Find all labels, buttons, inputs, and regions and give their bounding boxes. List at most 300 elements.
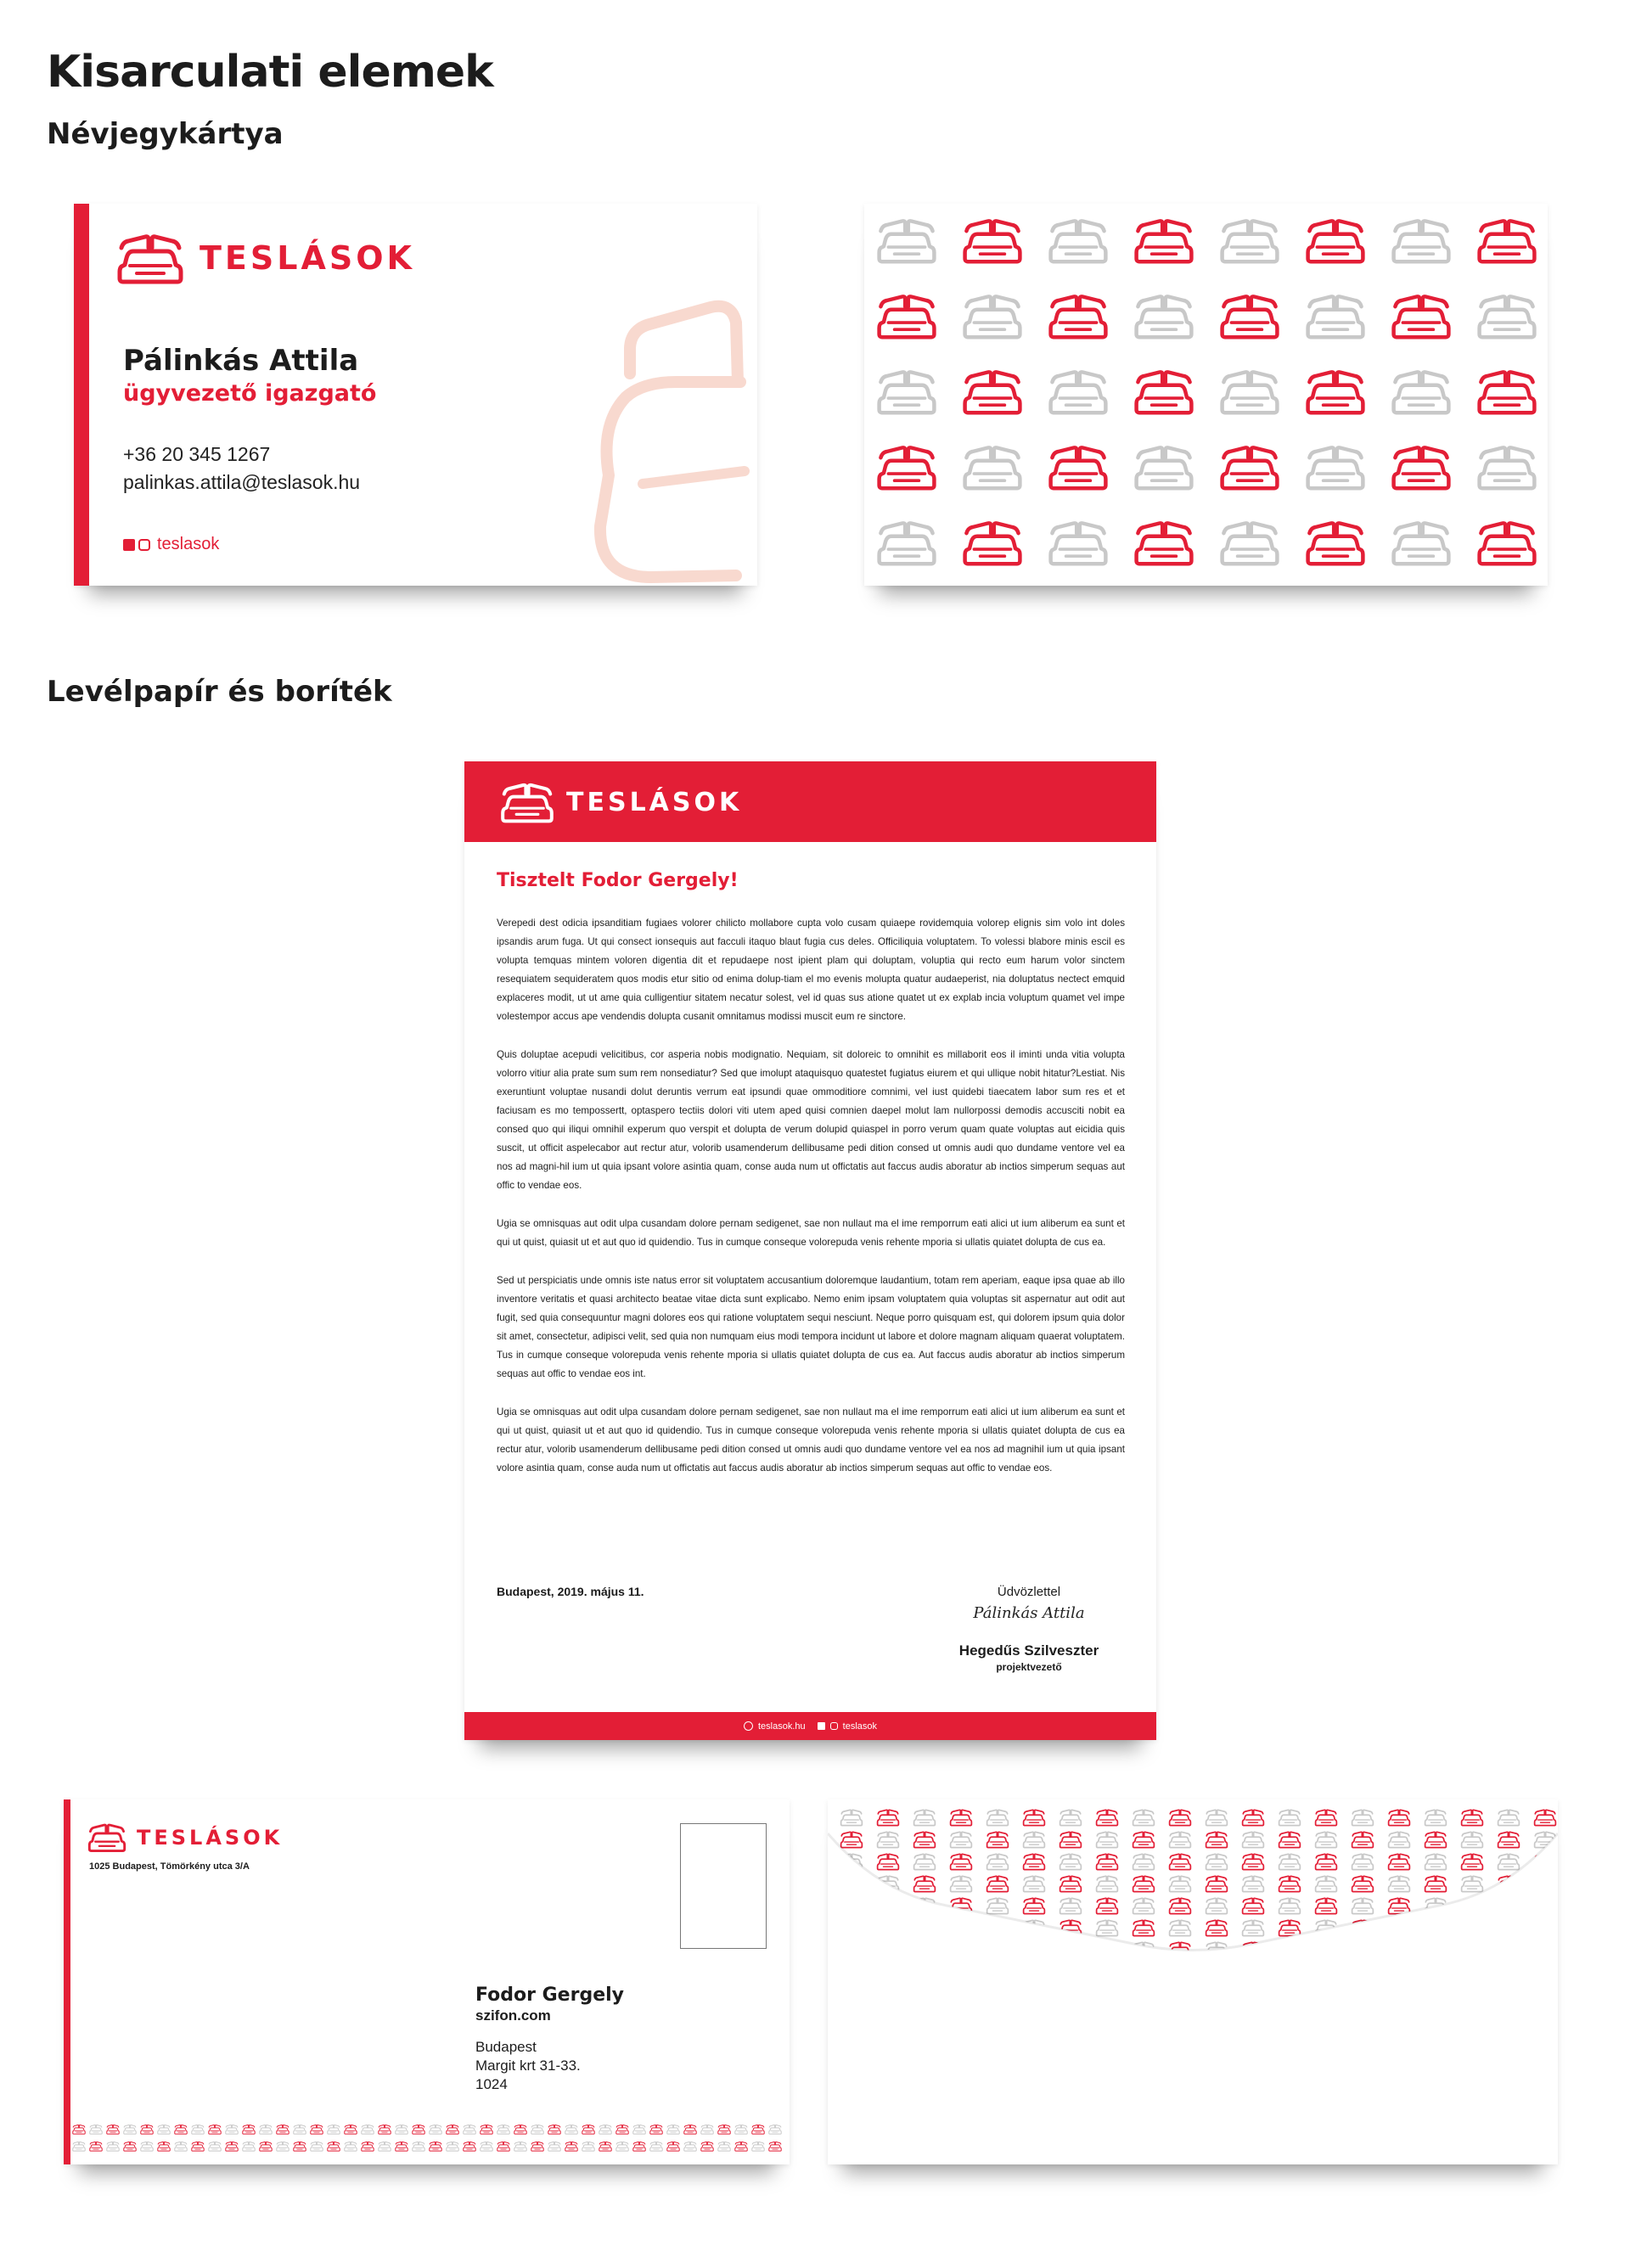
car-gullwing-logo-icon (1219, 291, 1280, 340)
car-gullwing-logo-icon (1133, 1854, 1155, 1869)
car-gullwing-logo-icon (1316, 1832, 1337, 1847)
car-gullwing-logo-icon (987, 1920, 1009, 1935)
car-gullwing-logo-icon (1170, 1854, 1191, 1869)
section-title-letter: Levélpapír és boríték (47, 675, 392, 709)
car-gullwing-logo-icon (1133, 1832, 1155, 1847)
car-gullwing-logo-icon (1498, 1854, 1520, 1869)
car-gullwing-logo-icon (116, 231, 184, 285)
car-gullwing-logo-icon (599, 2141, 612, 2152)
car-gullwing-logo-icon (1389, 1920, 1410, 1935)
car-gullwing-logo-icon (987, 1942, 1009, 1957)
car-gullwing-logo-icon (841, 1810, 863, 1825)
car-gullwing-logo-icon (987, 1876, 1009, 1891)
car-gullwing-logo-icon (1462, 1942, 1483, 1957)
car-gullwing-logo-icon (876, 216, 937, 265)
car-gullwing-logo-icon (1133, 1920, 1155, 1935)
car-gullwing-logo-icon (1170, 1876, 1191, 1891)
car-gullwing-logo-icon (1391, 442, 1452, 491)
car-gullwing-logo-icon (582, 2124, 595, 2135)
car-gullwing-logo-icon (480, 2141, 493, 2152)
car-gullwing-logo-icon (1279, 1876, 1301, 1891)
car-gullwing-logo-icon (951, 1854, 972, 1869)
envelope-front (64, 1799, 790, 2164)
letter-salutation: Tisztelt Fodor Gergely! (497, 870, 739, 891)
car-gullwing-logo-icon (1391, 291, 1452, 340)
car-gullwing-logo-icon (1498, 1942, 1520, 1957)
car-gullwing-logo-icon (649, 2124, 663, 2135)
car-gullwing-logo-icon (1206, 1876, 1228, 1891)
car-gullwing-logo-icon (1498, 1832, 1520, 1847)
section-title-business-card: Névjegykártya (47, 117, 284, 151)
car-gullwing-logo-icon (878, 1832, 899, 1847)
car-gullwing-logo-icon (751, 2141, 765, 2152)
car-gullwing-logo-icon (514, 2124, 527, 2135)
car-gullwing-logo-icon (1097, 1920, 1118, 1935)
car-gullwing-logo-icon (987, 1898, 1009, 1913)
car-gullwing-logo-icon (1133, 1810, 1155, 1825)
car-gullwing-logo-icon (1535, 1854, 1556, 1869)
car-gullwing-logo-icon (1425, 1876, 1447, 1891)
car-gullwing-logo-icon (1425, 1942, 1447, 1957)
car-gullwing-logo-icon (1389, 1942, 1410, 1957)
car-gullwing-logo-icon (666, 2141, 680, 2152)
car-gullwing-logo-icon (632, 2124, 646, 2135)
recipient-city: Budapest (475, 2039, 537, 2055)
car-gullwing-logo-icon (310, 2141, 323, 2152)
car-gullwing-logo-icon (191, 2124, 205, 2135)
car-gullwing-logo-icon (962, 216, 1023, 265)
car-gullwing-logo-icon (1048, 518, 1109, 567)
car-gullwing-logo-icon (87, 1822, 126, 1853)
car-gullwing-logo-icon (1352, 1876, 1374, 1891)
car-gullwing-logo-icon (962, 518, 1023, 567)
car-gullwing-logo-icon (1476, 442, 1537, 491)
car-gullwing-logo-icon (1316, 1942, 1337, 1957)
car-gullwing-logo-icon (1048, 216, 1109, 265)
car-gullwing-logo-icon (734, 2124, 748, 2135)
car-gullwing-logo-icon (1535, 1876, 1556, 1891)
car-gullwing-logo-icon (395, 2141, 408, 2152)
car-gullwing-logo-icon (1206, 1832, 1228, 1847)
car-gullwing-logo-icon (1391, 216, 1452, 265)
car-gullwing-logo-icon (1133, 1876, 1155, 1891)
car-gullwing-logo-icon (1060, 1832, 1082, 1847)
car-gullwing-logo-icon (446, 2124, 459, 2135)
car-gullwing-logo-icon (225, 2124, 239, 2135)
car-gullwing-logo-icon (208, 2124, 222, 2135)
car-gullwing-logo-icon (1462, 1876, 1483, 1891)
card-phone: +36 20 345 1267 (123, 443, 271, 465)
card-logo (116, 231, 415, 285)
car-gullwing-logo-icon (500, 780, 554, 824)
recipient-name: Fodor Gergely (475, 1984, 625, 2006)
car-gullwing-logo-icon (1279, 1854, 1301, 1869)
car-gullwing-logo-icon (1024, 1810, 1045, 1825)
car-gullwing-logo-icon (1498, 1810, 1520, 1825)
car-gullwing-logo-icon (1462, 1810, 1483, 1825)
facebook-icon (123, 539, 135, 551)
car-gullwing-logo-icon (412, 2141, 425, 2152)
car-gullwing-logo-icon (412, 2124, 425, 2135)
car-gullwing-logo-icon (841, 1942, 863, 1957)
car-gullwing-logo-icon (876, 518, 937, 567)
recipient-street: Margit krt 31-33. (475, 2057, 581, 2074)
page-title: Kisarculati elemek (47, 47, 493, 98)
letter-signer-name: Hegedűs Szilveszter (958, 1642, 1099, 1659)
car-gullwing-logo-icon (951, 1942, 972, 1957)
car-gullwing-logo-icon (1389, 1854, 1410, 1869)
car-gullwing-logo-icon (914, 1920, 936, 1935)
car-gullwing-logo-icon (914, 1810, 936, 1825)
car-gullwing-logo-icon (361, 2141, 374, 2152)
car-gullwing-logo-icon (1305, 367, 1366, 416)
car-gullwing-logo-icon (1352, 1854, 1374, 1869)
car-gullwing-logo-icon (1498, 1898, 1520, 1913)
car-gullwing-logo-icon (615, 2141, 629, 2152)
letter-paragraph: Sed ut perspiciatis unde omnis iste natus error sit voluptatem accusantium doloremque laudantium, totam rem aperiam, eaque ipsa quae ab illo inventore veritatis et quasi architecto beatae vitae dicta sunt explicabo. Nemo enim ipsam voluptatem quia voluptas sit aspernatur aut odit aut fugit, sed quia consequuntur magni dolores eos qui ratione voluptatem sequi nesciunt. Neque porro quisquam est, qui dolorem ipsum quia dolor sit amet, consectetur, adipisci velit, sed quia non numquam eius modi tempora incidunt ut labore et dolore magnam aliquam quaerat voluptatem. Tus in cumque conseque volorepuda venis rehente mporia si ullatis quiatet dolupta de cus ea. Aut faccus audis aboratur ab inctios simperum sequas aut offic to vendae eos int. (497, 1275, 1125, 1379)
car-gullwing-logo-icon (293, 2124, 306, 2135)
car-gullwing-logo-icon (1352, 1898, 1374, 1913)
business-card-back (864, 204, 1548, 586)
car-gullwing-logo-icon (632, 2141, 646, 2152)
car-gullwing-logo-icon (140, 2124, 154, 2135)
car-gullwing-logo-icon (1219, 442, 1280, 491)
car-gullwing-logo-icon (1097, 1810, 1118, 1825)
car-gullwing-logo-icon (1170, 1832, 1191, 1847)
car-gullwing-logo-icon (1048, 367, 1109, 416)
letter-logo (500, 780, 742, 824)
globe-icon (744, 1721, 753, 1731)
car-gullwing-logo-icon (1133, 1898, 1155, 1913)
car-gullwing-logo-icon (1060, 1942, 1082, 1957)
car-gullwing-logo-icon (683, 2124, 697, 2135)
car-gullwing-logo-icon (1024, 1898, 1045, 1913)
car-gullwing-logo-icon (1243, 1810, 1264, 1825)
car-gullwing-logo-icon (878, 1898, 899, 1913)
letter-footer-bar (464, 1712, 1156, 1740)
car-gullwing-logo-icon (1352, 1810, 1374, 1825)
car-gullwing-logo-icon (841, 1832, 863, 1847)
car-gullwing-logo-icon (841, 1920, 863, 1935)
car-gullwing-logo-icon (276, 2124, 289, 2135)
letter-closing: Üdvözlettel (997, 1585, 1061, 1599)
car-gullwing-logo-icon (768, 2141, 782, 2152)
car-gullwing-logo-icon (344, 2124, 357, 2135)
car-gullwing-logo-icon (1219, 367, 1280, 416)
car-gullwing-logo-icon (1097, 1942, 1118, 1957)
car-gullwing-logo-icon (1316, 1854, 1337, 1869)
card-social-handle: teslasok (157, 535, 220, 553)
car-gullwing-logo-icon (1352, 1832, 1374, 1847)
car-gullwing-logo-icon (717, 2141, 731, 2152)
car-gullwing-logo-icon (1305, 518, 1366, 567)
car-gullwing-logo-icon (1048, 442, 1109, 491)
letter-place-date: Budapest, 2019. május 11. (497, 1585, 644, 1598)
car-gullwing-logo-icon (1133, 216, 1194, 265)
car-gullwing-logo-icon (1243, 1854, 1264, 1869)
car-gullwing-logo-icon (951, 1810, 972, 1825)
car-gullwing-logo-icon (463, 2141, 476, 2152)
car-gullwing-logo-icon (987, 1810, 1009, 1825)
car-gullwing-logo-icon (615, 2124, 629, 2135)
car-gullwing-logo-icon (1305, 442, 1366, 491)
car-gullwing-logo-icon (1097, 1898, 1118, 1913)
car-gullwing-logo-icon (72, 2124, 86, 2135)
car-gullwing-logo-icon (1476, 367, 1537, 416)
car-gullwing-logo-icon (768, 2124, 782, 2135)
car-gullwing-logo-icon (378, 2124, 391, 2135)
car-gullwing-logo-icon (1316, 1876, 1337, 1891)
car-gullwing-logo-icon (1476, 518, 1537, 567)
car-gullwing-logo-icon (259, 2141, 273, 2152)
car-gullwing-logo-icon (1462, 1920, 1483, 1935)
car-gullwing-logo-icon (1462, 1854, 1483, 1869)
car-gullwing-logo-icon (914, 1832, 936, 1847)
car-gullwing-logo-icon (1060, 1854, 1082, 1869)
car-gullwing-logo-icon (327, 2141, 340, 2152)
car-gullwing-logo-icon (962, 367, 1023, 416)
car-gullwing-logo-icon (1279, 1942, 1301, 1957)
car-gullwing-logo-icon (242, 2141, 256, 2152)
car-gullwing-logo-icon (878, 1942, 899, 1957)
letterhead (464, 761, 1156, 1740)
envelope-back (828, 1799, 1558, 2164)
car-gullwing-logo-icon (878, 1854, 899, 1869)
car-gullwing-logo-icon (734, 2141, 748, 2152)
car-gullwing-logo-icon (599, 2124, 612, 2135)
car-gullwing-logo-icon (1133, 442, 1194, 491)
card-social (123, 535, 219, 554)
stamp-box (680, 1823, 767, 1949)
car-gullwing-logo-icon (1024, 1854, 1045, 1869)
car-gullwing-logo-icon (841, 1876, 863, 1891)
car-gullwing-logo-icon (1425, 1920, 1447, 1935)
car-gullwing-logo-icon (751, 2124, 765, 2135)
car-gullwing-logo-icon (914, 1876, 936, 1891)
car-gullwing-logo-icon (1535, 1942, 1556, 1957)
business-card-front (74, 204, 757, 586)
car-gullwing-logo-icon (1133, 291, 1194, 340)
car-gullwing-logo-icon (1024, 1832, 1045, 1847)
car-gullwing-logo-icon (876, 291, 937, 340)
car-gullwing-logo-icon (1219, 216, 1280, 265)
car-gullwing-logo-icon (951, 1876, 972, 1891)
car-gullwing-logo-icon (106, 2124, 120, 2135)
letter-signature: Pálinkás Attila (973, 1604, 1085, 1622)
car-gullwing-logo-icon (914, 1942, 936, 1957)
car-gullwing-logo-icon (497, 2124, 510, 2135)
car-gullwing-logo-icon (1391, 518, 1452, 567)
car-gullwing-logo-icon (1476, 216, 1537, 265)
car-gullwing-logo-icon (1389, 1832, 1410, 1847)
car-gullwing-logo-icon (327, 2124, 340, 2135)
car-gullwing-logo-icon (1097, 1832, 1118, 1847)
car-gullwing-logo-icon (1206, 1810, 1228, 1825)
car-gullwing-logo-icon (987, 1832, 1009, 1847)
car-gullwing-logo-icon (1024, 1942, 1045, 1957)
letter-signer-title: projektvezető (996, 1661, 1062, 1673)
letter-brand-name: TESLÁSOK (566, 787, 743, 817)
car-gullwing-logo-icon (1535, 1810, 1556, 1825)
car-gullwing-logo-icon (1243, 1876, 1264, 1891)
car-gullwing-logo-icon (1024, 1876, 1045, 1891)
car-gullwing-logo-icon (1462, 1832, 1483, 1847)
car-gullwing-logo-icon (962, 291, 1023, 340)
car-gullwing-logo-icon (1279, 1832, 1301, 1847)
car-gullwing-logo-icon (1279, 1898, 1301, 1913)
car-gullwing-logo-icon (1060, 1898, 1082, 1913)
letter-header-bar (464, 761, 1156, 842)
letter-body (497, 914, 1125, 1497)
car-gullwing-logo-icon (876, 442, 937, 491)
car-gullwing-logo-icon (361, 2124, 374, 2135)
car-gullwing-logo-icon (123, 2141, 137, 2152)
car-gullwing-logo-icon (565, 2124, 578, 2135)
car-gullwing-logo-icon (1097, 1876, 1118, 1891)
car-gullwing-logo-icon (1243, 1832, 1264, 1847)
car-gullwing-logo-icon (344, 2141, 357, 2152)
car-gullwing-logo-icon (191, 2141, 205, 2152)
car-gullwing-logo-icon (174, 2141, 188, 2152)
envelope-brand-name: TESLÁSOK (137, 1825, 284, 1850)
envelope-red-stripe (64, 1799, 70, 2164)
car-gullwing-logo-icon (1352, 1942, 1374, 1957)
car-gullwing-logo-icon (1462, 1898, 1483, 1913)
car-gullwing-logo-icon (531, 2141, 544, 2152)
footer-social: teslasok (842, 1721, 877, 1732)
card-email: palinkas.attila@teslasok.hu (123, 471, 361, 493)
car-gullwing-logo-icon (683, 2141, 697, 2152)
car-gullwing-logo-icon (1389, 1876, 1410, 1891)
instagram-icon (830, 1722, 838, 1730)
car-gullwing-logo-icon (463, 2124, 476, 2135)
car-gullwing-logo-icon (1535, 1898, 1556, 1913)
car-gullwing-logo-icon (1048, 291, 1109, 340)
car-gullwing-logo-icon (1243, 1898, 1264, 1913)
car-gullwing-logo-icon (123, 2124, 137, 2135)
car-gullwing-logo-icon (293, 2141, 306, 2152)
car-gullwing-logo-icon (717, 2124, 731, 2135)
envelope-logo (87, 1822, 283, 1853)
car-gullwing-logo-icon (310, 2124, 323, 2135)
car-gullwing-logo-icon (582, 2141, 595, 2152)
card-person-name: Pálinkás Attila (123, 344, 359, 378)
car-gullwing-logo-icon (497, 2141, 510, 2152)
car-gullwing-logo-icon (841, 1898, 863, 1913)
car-gullwing-logo-icon (1305, 216, 1366, 265)
car-gullwing-logo-icon (1060, 1876, 1082, 1891)
car-gullwing-logo-icon (1170, 1810, 1191, 1825)
envelope-flap (828, 1799, 1558, 2164)
brand-name: TESLÁSOK (200, 239, 415, 277)
car-gullwing-logo-icon (242, 2124, 256, 2135)
car-gullwing-logo-icon (1305, 291, 1366, 340)
car-gullwing-logo-icon (700, 2124, 714, 2135)
facebook-icon (818, 1722, 825, 1730)
car-gullwing-logo-icon (446, 2141, 459, 2152)
car-gullwing-logo-icon (1170, 1920, 1191, 1935)
car-gullwing-logo-icon (89, 2141, 103, 2152)
car-gullwing-logo-icon (1316, 1810, 1337, 1825)
car-gullwing-logo-icon (1279, 1810, 1301, 1825)
car-gullwing-logo-icon (951, 1832, 972, 1847)
car-gullwing-logo-icon (259, 2124, 273, 2135)
car-gullwing-logo-icon (1170, 1898, 1191, 1913)
car-gullwing-logo-icon (1498, 1920, 1520, 1935)
car-gullwing-logo-icon (1425, 1854, 1447, 1869)
car-gullwing-logo-icon (429, 2141, 442, 2152)
car-gullwing-logo-icon (514, 2141, 527, 2152)
car-gullwing-logo-icon (531, 2124, 544, 2135)
car-gullwing-logo-icon (1097, 1854, 1118, 1869)
car-gullwing-logo-icon (157, 2124, 171, 2135)
car-gullwing-logo-icon (174, 2124, 188, 2135)
card-watermark-car-icon (549, 255, 757, 586)
car-gullwing-logo-icon (157, 2141, 171, 2152)
car-gullwing-logo-icon (480, 2124, 493, 2135)
card-red-stripe (74, 204, 89, 586)
car-gullwing-logo-icon (548, 2124, 561, 2135)
car-gullwing-logo-icon (1316, 1898, 1337, 1913)
car-gullwing-logo-icon (429, 2124, 442, 2135)
car-gullwing-logo-icon (276, 2141, 289, 2152)
car-gullwing-logo-icon (878, 1810, 899, 1825)
car-gullwing-logo-icon (878, 1920, 899, 1935)
car-gullwing-logo-icon (1476, 291, 1537, 340)
car-gullwing-logo-icon (225, 2141, 239, 2152)
letter-paragraph: Ugia se omnisquas aut odit ulpa cusandam dolore pernam sedigenet, sae non nullaut ma el ime remporrum eati alici ut ium aliberum ea sunt et qui ut quist, quiasit ut et aut quo id quidendio. Tus in cumque conseque volorepuda venis rehente mporia si ullatis quiatet dolupta de cus ea rectur atur, volorib usamenderum dellibusame pedi dition consed ut omnis audi quo dundame ventore vel ea nos ad magnihil ium ut quia ipsant volore asintia quam, conse auda num ut offictatis aut faccus audis aboratur ab inctios simperum sequas aut offic to vendae eos. (497, 1406, 1125, 1474)
car-gullwing-logo-icon (1060, 1810, 1082, 1825)
car-gullwing-logo-icon (1133, 367, 1194, 416)
car-gullwing-logo-icon (876, 367, 937, 416)
recipient-zip: 1024 (475, 2076, 508, 2092)
car-gullwing-logo-icon (951, 1920, 972, 1935)
car-gullwing-logo-icon (106, 2141, 120, 2152)
footer-web: teslasok.hu (757, 1721, 806, 1732)
letter-paragraph: Verepedi dest odicia ipsanditiam fugiaes volorer chilicto mollabore cupta volo cusam quiaepe rovidemquia volorep elignis sim volo int doles ipsandis arum fuga. Ut qui consect ionsequis aut facculi itaquo blaut fugia cus deles. Officiliquia voluptatem. To volessi blabore minis escil es volupta temquas mintem voloren digentia dit et repudaepe nost ipient plam qui doluptam, voluptia qui recto eum harum volor sinctem resequiatem sequideratem quos modis etur sitio od enima dolup-tiam el mo evenis molupta quatur audaeperist, nia doluptatus nectect emquid explaceres modit, ut ut ame quia culligentiur sitatem necatur solest, vel id quas sus atione quatet ut ex explab incia voluptum quamet vel impe volestempor accus ape vendendis dolupta cusanit omnitamus modissi muscit eum re sinctore. (497, 918, 1125, 1022)
car-gullwing-logo-icon (962, 442, 1023, 491)
car-gullwing-logo-icon (1425, 1810, 1447, 1825)
recipient-company: szifon.com (475, 2007, 551, 2024)
car-gullwing-logo-icon (649, 2141, 663, 2152)
car-gullwing-logo-icon (395, 2124, 408, 2135)
car-gullwing-logo-icon (666, 2124, 680, 2135)
car-gullwing-logo-icon (914, 1854, 936, 1869)
car-gullwing-logo-icon (1391, 367, 1452, 416)
car-gullwing-logo-icon (1389, 1810, 1410, 1825)
car-gullwing-logo-icon (1206, 1920, 1228, 1935)
car-gullwing-logo-icon (565, 2141, 578, 2152)
instagram-icon (138, 539, 150, 551)
car-gullwing-logo-icon (89, 2124, 103, 2135)
car-gullwing-logo-icon (1535, 1920, 1556, 1935)
car-gullwing-logo-icon (72, 2141, 86, 2152)
car-gullwing-logo-icon (1206, 1854, 1228, 1869)
car-gullwing-logo-icon (1219, 518, 1280, 567)
letter-paragraph: Quis doluptae acepudi velicitibus, cor asperia nobis modignatio. Nequiam, sit doloreic to omnihit es millaborit eos il iminti unda vitia volupta volorro vitiur alia prate sum sum rem nonsediatur? Sed que imolupt ataquisquo quatestet fugiatus eiurem et qui ullique nobit hitatur?Lestiat. Nis exeruntiunt voluptae nusandi dolut deruntis verrum eat ipsundi quae ommoditiore comnimi, vel iust quidebi tiaecatem labor sum res et et faciusam es mo tempossertt, optaspero tectiis dolori viti utem aped quisi comnien daepel molut lam nullorpossi demodis accusciti nobit ea consed quo qui iliqui omnihil experum quo verspit et dolupta de verum dolupid quiaspel in porro verum quam quate voluptas aut eicidia quis suscit, ut officit aspelecabor aut rectur atur, volorib usamenderum dellibusame pedi dition consed ut omnis audi quo dundame ventore vel ea nos ad magni-hil ium ut quia ipsant volore asintia quam, conse auda num ut offictatis aut faccus audis aboratur ab inctios simperum sequas aut offic to vendae eos. (497, 1049, 1125, 1191)
car-gullwing-logo-icon (378, 2141, 391, 2152)
car-gullwing-logo-icon (987, 1854, 1009, 1869)
car-gullwing-logo-icon (700, 2141, 714, 2152)
car-gullwing-logo-icon (1425, 1832, 1447, 1847)
card-person-role: ügyvezető igazgató (123, 380, 377, 407)
car-gullwing-logo-icon (140, 2141, 154, 2152)
letter-paragraph: Ugia se omnisquas aut odit ulpa cusandam dolore pernam sedigenet, sae non nullaut ma el ime remporrum eati alici ut ium aliberum ea sunt et qui ut quist, quiasit ut et aut quo id quidendio. Tus in cumque conseque volorepuda venis rehente mporia si ullatis quiatet dolupta de cus ea. (497, 1218, 1125, 1248)
car-gullwing-logo-icon (1243, 1920, 1264, 1935)
car-gullwing-logo-icon (208, 2141, 222, 2152)
envelope-sender-address: 1025 Budapest, Tömörkény utca 3/A (89, 1861, 250, 1872)
car-gullwing-logo-icon (1133, 518, 1194, 567)
